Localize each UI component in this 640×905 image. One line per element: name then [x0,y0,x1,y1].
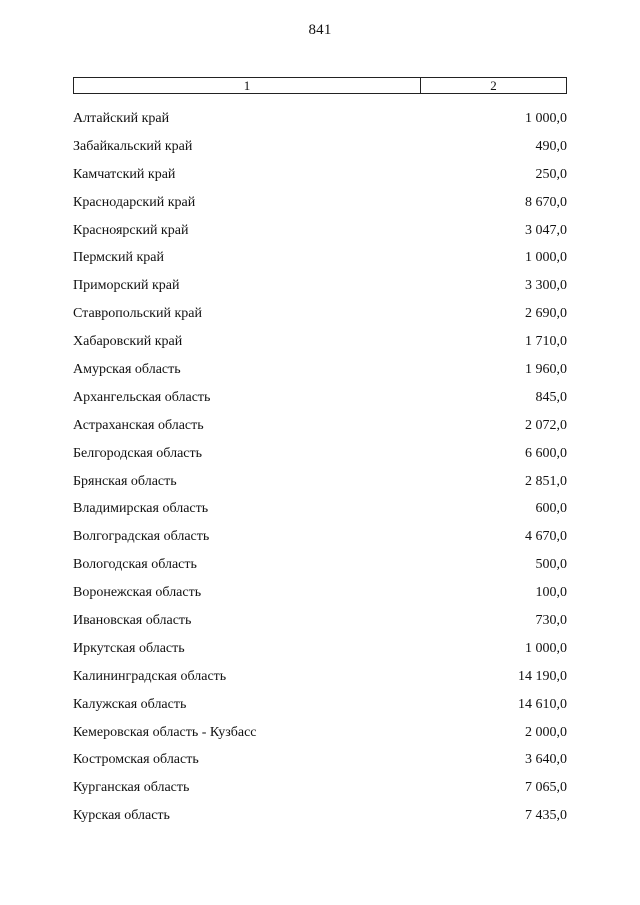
region-name: Краснодарский край [73,194,196,210]
region-name: Воронежская область [73,585,202,601]
region-name: Красноярский край [73,222,189,238]
region-value: 3 640,0 [525,752,567,768]
region-value: 8 670,0 [525,194,567,210]
region-value: 4 670,0 [525,529,567,545]
region-name: Калужская область [73,696,187,712]
region-name: Костромская область [73,752,199,768]
region-value: 500,0 [535,557,567,573]
region-value: 2 851,0 [525,473,567,489]
region-value: 1 000,0 [525,640,567,656]
table-row [73,133,567,161]
region-value: 7 065,0 [525,780,567,796]
table-row [73,412,567,440]
table-row [73,217,567,245]
table-row [73,468,567,496]
region-value: 730,0 [535,612,567,628]
region-value: 600,0 [535,501,567,517]
table-row [73,356,567,384]
table-body [73,105,567,830]
region-name: Белгородская область [73,445,203,461]
region-name: Курганская область [73,780,190,796]
region-name: Архангельская область [73,389,211,405]
region-name: Хабаровский край [73,334,183,350]
region-value: 7 435,0 [525,808,567,824]
region-name: Приморский край [73,278,180,294]
table-row [73,189,567,217]
region-name: Амурская область [73,361,181,377]
region-name: Брянская область [73,473,177,489]
region-value: 1 000,0 [525,250,567,266]
table-row [73,300,567,328]
table-row [73,746,567,774]
column-header-2: 2 [490,78,497,93]
region-value: 1 710,0 [525,334,567,350]
region-value: 6 600,0 [525,445,567,461]
table-row [73,579,567,607]
region-value: 2 690,0 [525,306,567,322]
region-name: Калининградская область [73,668,227,684]
region-value: 250,0 [535,166,567,182]
table-row [73,105,567,133]
region-value: 2 072,0 [525,417,567,433]
region-name: Забайкальский край [73,138,193,154]
region-name: Алтайский край [73,110,170,126]
region-value: 845,0 [535,389,567,405]
region-value: 14 610,0 [518,696,567,712]
region-name: Вологодская область [73,557,197,573]
table-row [73,607,567,635]
table-row [73,719,567,747]
table-row [73,244,567,272]
region-value: 2 000,0 [525,724,567,740]
region-value: 1 960,0 [525,361,567,377]
region-value: 3 300,0 [525,278,567,294]
region-name: Ставропольский край [73,306,202,322]
table-row [73,635,567,663]
region-name: Пермский край [73,250,164,266]
region-name: Ивановская область [73,612,192,628]
region-value: 100,0 [535,585,567,601]
region-name: Астраханская область [73,417,204,433]
page-number: 841 [308,22,332,38]
region-value: 3 047,0 [525,222,567,238]
table-header [73,77,567,94]
table-row [73,774,567,802]
table-row [73,328,567,356]
table-row [73,551,567,579]
table-row [73,440,567,468]
column-header-1: 1 [74,78,421,93]
region-name: Владимирская область [73,501,209,517]
region-value: 490,0 [535,138,567,154]
table-row [73,384,567,412]
region-value: 1 000,0 [525,110,567,126]
table-row [73,272,567,300]
table-row [73,523,567,551]
table-row [73,691,567,719]
table-row [73,161,567,189]
region-value: 14 190,0 [518,668,567,684]
region-name: Волгоградская область [73,529,210,545]
table-row [73,495,567,523]
region-name: Кемеровская область - Кузбасс [73,724,257,740]
table-row [73,802,567,830]
region-name: Иркутская область [73,640,185,656]
table-row [73,663,567,691]
region-name: Курская область [73,808,170,824]
region-name: Камчатский край [73,166,176,182]
